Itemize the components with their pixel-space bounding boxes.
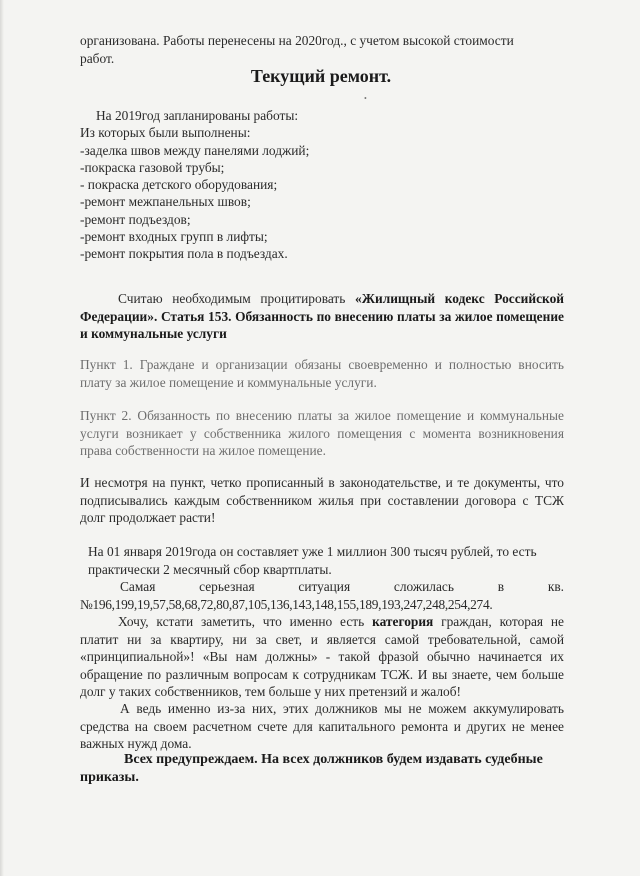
intro-line-1: организована. Работы перенесены на 2020год., с учетом высокой стоимости [80,33,514,48]
serious-text: Самая серьезная ситуация сложилась в кв. [120,579,564,594]
works-completed-label: Из которых были выполнены: [80,125,251,141]
works-item: -ремонт подъездов; [80,211,191,227]
works-item: -ремонт межпанельных швов; [80,194,251,210]
works-block [80,107,562,263]
despite-paragraph: И несмотря на пункт, четко прописанный в законодательстве, и те документы, что подписывались каждым собственником жилья при составлении договора с ТСЖ долг продолжает расти! [80,475,564,525]
speck: • [364,94,367,103]
works-item: -ремонт покрытия пола в подъездах. [80,246,288,262]
category-keyword: категория [372,614,434,629]
works-item: -покраска газовой трубы; [80,159,225,175]
works-item: - покраска детского оборудования; [80,177,278,193]
category-before: Хочу, кстати заметить, что именно есть [118,614,365,629]
point-2: Пункт 2. Обязанность по внесению платы за жилое помещение и коммунальные услуги возникает у собственника жилого помещения с момента возникновения права собственности на жилое помещение. [80,408,564,458]
category-after: граждан, которая не платит ни за квартиру, ни за свет, и является самой требовательной, самой «принципиальной»! «Вы нам должны» - такой фразой обычно начинается их обращение по различным вопросам к сотрудникам ТСЖ. И вы знаете, чем больше долг у таких собственников, тем больше у них претензий и жалоб! [80,614,564,699]
point-1: Пункт 1. Граждане и организации обязаны своевременно и полностью вносить плату за жилое помещение и коммунальные услуги. [80,357,564,390]
works-item: -ремонт входных групп в лифты; [80,229,268,245]
debtors-paragraph: А ведь именно из-за них, этих должников мы не можем аккумулировать средства на своем расчетном счете для капитального ремонта и других не менее важных нужд дома. [80,701,564,751]
serious-paragraph [80,578,564,613]
intro-paragraph [80,32,562,67]
works-item: -заделка швов между панелями лоджий; [80,142,310,158]
works-planned: На 2019год запланированы работы: [96,108,299,123]
works-list [80,142,562,263]
citation-prefix: Считаю необходимым процитировать [118,291,346,306]
intro-line-2: работ. [80,50,115,66]
apartment-list: №196,199,19,57,58,68,72,80,87,105,136,143,148,155,189,193,247,248,254,274. [80,596,493,612]
citation-title: «Жилищный кодекс Российской Федерации». Статья 153. Обязанность по внесению платы за жилое помещение и коммунальные услуги [80,291,565,341]
section-title: Текущий ремонт. [250,66,392,86]
citation-paragraph [80,290,564,343]
warning-paragraph: Всех предупреждаем. На всех должников будем издавать судебные приказы. [80,752,543,785]
debt-paragraph: На 01 января 2019года он составляет уже 1 миллион 300 тысяч рублей, то есть практически 2 месячный сбор квартплаты. [88,544,537,577]
category-paragraph [80,613,564,701]
